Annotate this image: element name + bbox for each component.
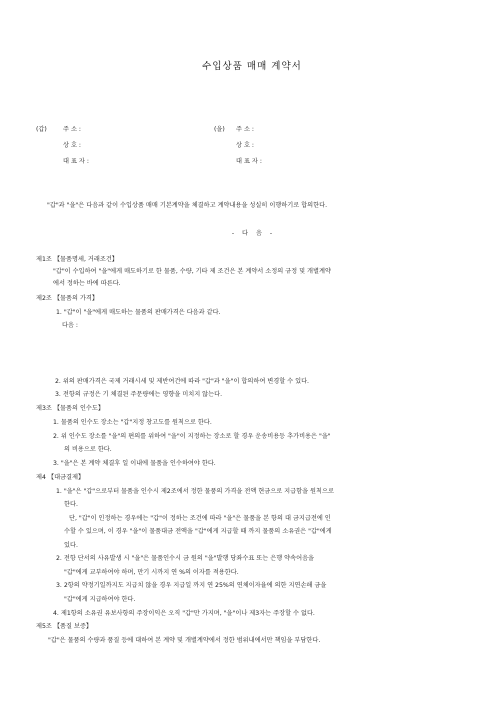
party-gap-rep-label: 대 표 자 : [63, 158, 89, 165]
intro-paragraph: "갑"과 "을"은 다음과 같이 수입상품 매매 기본계약을 체결하고 계약내용을 성실히 이행하기로 합의한다. [47, 202, 328, 209]
article-1-text: 에서 정하는 바에 따른다. [53, 280, 121, 287]
article-3-heading: 제3조 【물품의 인수도】 [36, 405, 105, 412]
center-heading: - 다 음 - [231, 230, 273, 237]
article-4-proviso: 수할 수 있으며, 이 경우 "을"이 물품대금 전액을 "갑"에게 지급할 때 까지 물품의 소유권은 "갑"에게 [64, 528, 332, 535]
article-3-clause: 2. 위 인수도 장소를 "을"의 편의를 위하여 "을"이 지정하는 장소로 할 경우 운송비용등 추가비용은 "을" [53, 433, 331, 440]
article-4-clause: 한다. [64, 501, 78, 508]
article-2-heading: 제2조 【물품의 가격】 [36, 295, 99, 302]
article-4-proviso: 단, "갑"이 인정하는 경우에는 "갑"이 정하는 조건에 따라 "을"은 물품을 본 항의 대 금지급전에 인 [69, 515, 331, 522]
article-1-heading: 제1조 【물품명세, 거래조건】 [36, 256, 118, 263]
article-3-clause: 의 비용으로 한다. [64, 446, 112, 453]
party-eul-address-label: 주 소 : [236, 126, 254, 133]
party-eul-label: (을) [214, 126, 225, 133]
article-5-text: "갑"은 물품의 수량과 품질 등에 대하여 본 계약 및 개별계약에서 정한 범위내에서만 책임을 부담한다. [48, 637, 321, 644]
article-4-clause: 4. 제1항의 소유권 유보사항의 주장이익은 오직 "갑"만 가지며, "을"이나 제3자는 주장할 수 없다. [53, 610, 315, 617]
party-gap-name-label: 상 호 : [63, 142, 81, 149]
article-2-clause: 3. 전항의 규정은 기 체결된 주문량에는 영향을 미치지 않는다. [55, 391, 223, 398]
article-2-price-label: 다음 : [62, 322, 79, 329]
party-eul-name-label: 상 호 : [236, 142, 254, 149]
article-2-clause: 2. 위의 판매가격은 국제 거래시세 및 제반여건에 따라 "갑"과 "을"이 합의하여 변경할 수 있다. [55, 378, 310, 385]
article-5-heading: 제5조 【품질 보증】 [36, 623, 93, 630]
article-4-clause: 3. 2항의 약정기일까지도 지급치 않을 경우 지급일 까지 연 25%의 연체이자율에 의한 지연손해 금을 [56, 582, 327, 589]
article-3-clause: 3. "을"은 본 계약 체결후 일 이내에 물품을 인수하여야 한다. [53, 460, 216, 467]
article-4-heading: 제4 【대금결제】 [36, 474, 85, 481]
party-eul-rep-label: 대 표 자 : [236, 158, 262, 165]
article-4-proviso: 있다. [64, 542, 78, 549]
article-4-clause: "갑"에게 지급하여야 한다. [64, 596, 136, 603]
article-1-text: "갑"이 수입하여 "을"에게 매도하기로 한 물품, 수량, 기타 제 조건은 본 계약서 소정의 규정 및 개별계약 [53, 268, 331, 275]
article-4-clause: 1. "을"은 "갑"으로부터 물품을 인수시 제2조에서 정한 물품의 가격을 전액 현금으로 지급함을 원칙으로 [56, 488, 334, 495]
article-3-clause: 1. 물품의 인수도 장소는 "갑"지정 창고도를 원칙으로 한다. [53, 419, 212, 426]
party-gap-label: (갑) [36, 126, 47, 133]
article-4-clause: "갑"에게 교부하여야 하며, 만기 시까지 연 %의 이자를 적용한다. [64, 569, 239, 576]
article-4-clause: 2. 전항 단서의 사유발생 시 "을"은 물품인수시 금 원의 "을"발행 당좌수표 또는 은행 약속어음을 [56, 555, 315, 562]
document-title: 수입상품 매매 계약서 [202, 61, 302, 72]
article-2-clause: 1. "갑"이 "을"에게 매도하는 물품의 판매가격은 다음과 같다. [56, 309, 221, 316]
party-gap-address-label: 주 소 : [63, 126, 81, 133]
